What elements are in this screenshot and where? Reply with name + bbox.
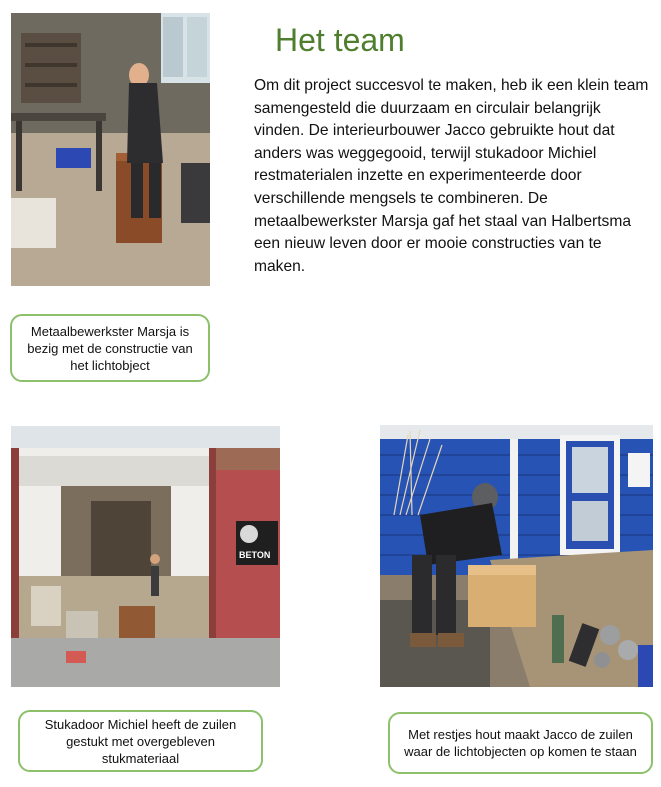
garage-sign-text: BETON — [239, 550, 271, 560]
caption-metalworker: Metaalbewerkster Marsja is bezig met de constructie van het lichtobject — [10, 314, 210, 382]
photo-carpenter — [380, 425, 653, 687]
photo-metalworker — [11, 13, 210, 286]
photo-garage — [11, 426, 280, 687]
caption-carpenter: Met restjes hout maakt Jacco de zuilen waar de lichtobjecten op komen te staan — [388, 712, 653, 774]
caption-plasterer: Stukadoor Michiel heeft de zuilen gestukt met overgebleven stukmateriaal — [18, 710, 263, 772]
page-title: Het team — [275, 22, 405, 58]
intro-paragraph: Om dit project succesvol te maken, heb ik een klein team samengesteld die duurzaam en circulair belangrijk vinden. De interieurbouwer Jacco gebruikte hout dat anders was weggegooid, terwijl stukadoor Michiel restmaterialen inzette en experimenteerde door verschillende mengsels te combineren. De metaalbewerkster Marsja gaf het staal van Halbertsma een nieuw leven door er mooie constructies van te maken. — [254, 77, 649, 275]
